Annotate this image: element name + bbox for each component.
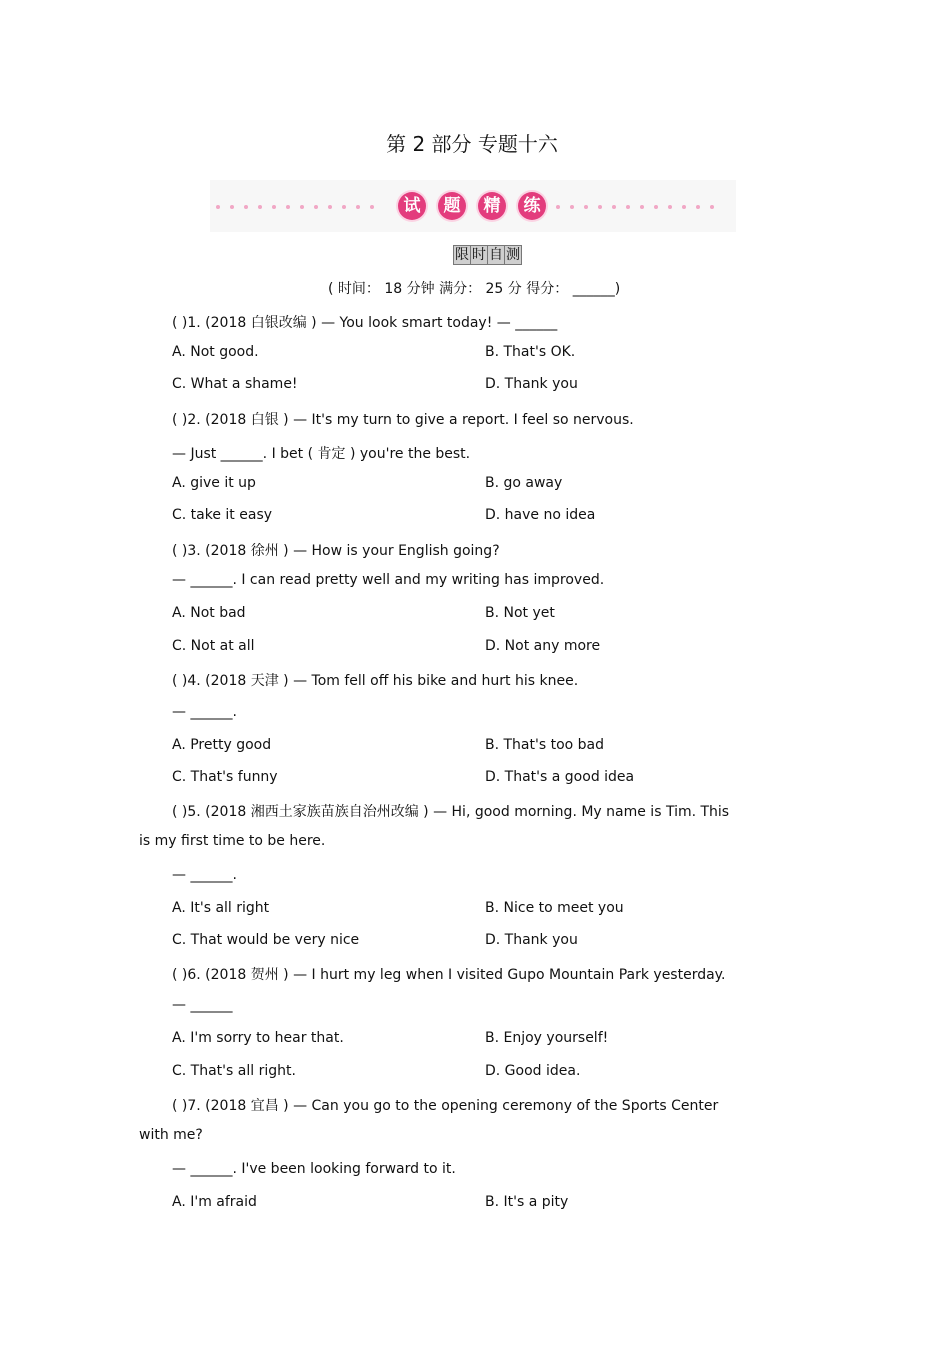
question-stem: ( )7. (2018 宜昌 ) — Can you go to the opening ceremony of the Sports Center xyxy=(172,1098,719,1114)
option-c: C. That's all right. xyxy=(172,1063,296,1079)
question-line: with me? xyxy=(139,1127,203,1143)
question-line: — ______. xyxy=(172,867,237,883)
option-c: C. Not at all xyxy=(172,638,255,654)
option-d: D. Good idea. xyxy=(485,1063,581,1079)
banner-char: 练 xyxy=(518,192,546,220)
question-line: — ______ xyxy=(172,997,233,1013)
option-c: C. take it easy xyxy=(172,507,273,523)
option-c: C. That would be very nice xyxy=(172,932,360,948)
option-a: A. Not good. xyxy=(172,344,259,360)
banner-char: 试 xyxy=(398,192,426,220)
page-title: 第 2 部分 专题十六 xyxy=(386,132,558,156)
question-line: — ______. I can read pretty well and my writing has improved. xyxy=(172,572,605,588)
option-d: D. Thank you xyxy=(485,376,578,392)
banner-char: 精 xyxy=(478,192,506,220)
question-line: — Just ______. I bet ( 肯定 ) you're the best. xyxy=(172,446,471,462)
option-b: B. That's too bad xyxy=(485,737,605,753)
question-stem: ( )6. (2018 贺州 ) — I hurt my leg when I visited Gupo Mountain Park yesterday. xyxy=(172,967,726,983)
option-a: A. It's all right xyxy=(172,900,270,916)
subheading-char: 时 xyxy=(472,247,486,263)
question-line: is my first time to be here. xyxy=(139,833,326,849)
option-d: D. have no idea xyxy=(485,507,596,523)
decorative-dots-right xyxy=(556,205,724,209)
option-c: C. What a shame! xyxy=(172,376,298,392)
question-stem: ( )5. (2018 湘西土家族苗族自治州改编 ) — Hi, good morning. My name is Tim. This xyxy=(172,804,730,820)
option-a: A. I'm sorry to hear that. xyxy=(172,1030,344,1046)
option-d: D. Thank you xyxy=(485,932,578,948)
section-banner xyxy=(210,180,736,232)
banner-badges xyxy=(398,192,558,220)
option-d: D. That's a good idea xyxy=(485,769,635,785)
option-b: B. Enjoy yourself! xyxy=(485,1030,609,1046)
option-a: A. give it up xyxy=(172,475,256,491)
question-stem: ( )2. (2018 白银 ) — It's my turn to give a report. I feel so nervous. xyxy=(172,412,634,428)
question-stem: ( )1. (2018 白银改编 ) — You look smart today! — ______ xyxy=(172,315,558,331)
option-b: B. go away xyxy=(485,475,563,491)
option-c: C. That's funny xyxy=(172,769,278,785)
section-subheading xyxy=(0,244,950,265)
option-a: A. Pretty good xyxy=(172,737,272,753)
time-score-line: ( 时间： 18 分钟 满分： 25 分 得分： ______) xyxy=(328,281,621,297)
decorative-dots-left xyxy=(216,205,384,209)
banner-char: 题 xyxy=(438,192,466,220)
option-b: B. It's a pity xyxy=(485,1194,569,1210)
option-a: A. I'm afraid xyxy=(172,1194,257,1210)
option-b: B. That's OK. xyxy=(485,344,576,360)
option-a: A. Not bad xyxy=(172,605,246,621)
question-line: — ______. I've been looking forward to it. xyxy=(172,1161,456,1177)
subheading-char: 自 xyxy=(489,247,503,263)
option-b: B. Nice to meet you xyxy=(485,900,624,916)
question-line: — ______. xyxy=(172,704,237,720)
question-stem: ( )4. (2018 天津 ) — Tom fell off his bike and hurt his knee. xyxy=(172,673,579,689)
subheading-char: 测 xyxy=(506,247,520,263)
question-stem: ( )3. (2018 徐州 ) — How is your English going? xyxy=(172,543,500,559)
option-d: D. Not any more xyxy=(485,638,601,654)
subheading-char: 限 xyxy=(455,247,469,263)
option-b: B. Not yet xyxy=(485,605,555,621)
